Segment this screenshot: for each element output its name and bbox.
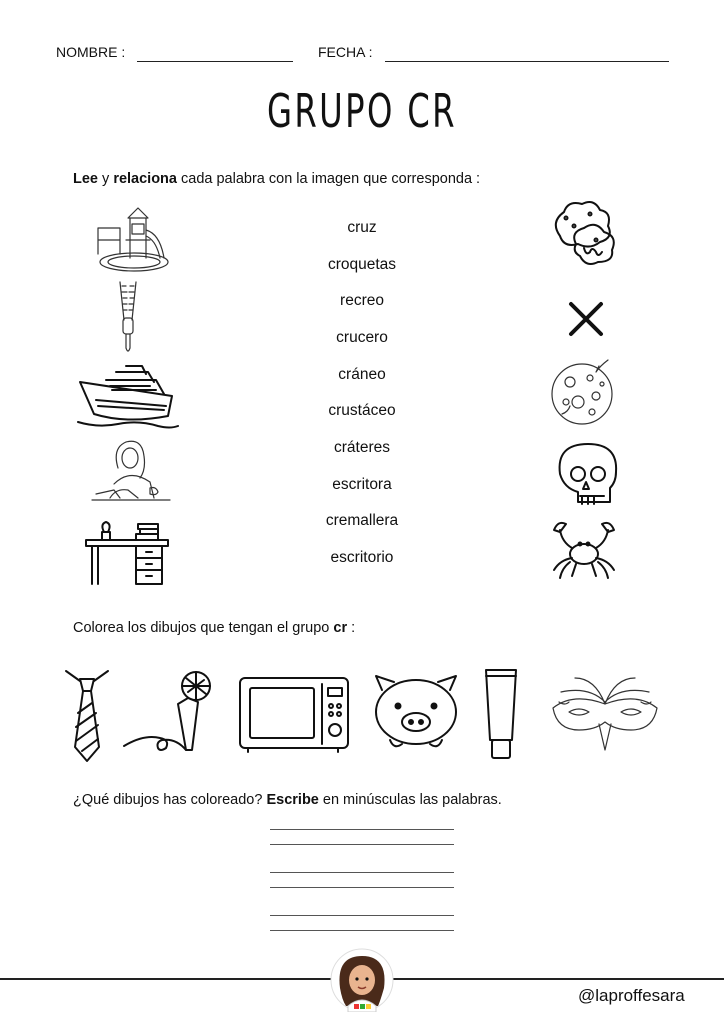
writing-line[interactable] bbox=[270, 915, 454, 916]
instruction-text: cada palabra con la imagen que corresponda : bbox=[176, 171, 481, 187]
date-label: FECHA : bbox=[318, 44, 373, 60]
tie-icon[interactable] bbox=[62, 665, 112, 765]
name-label: NOMBRE : bbox=[56, 44, 126, 60]
moon-craters-icon[interactable] bbox=[548, 356, 620, 428]
instruction-text: ¿Qué dibujos has coloreado? bbox=[73, 792, 267, 808]
instruction-keyword-lee: Lee bbox=[73, 171, 98, 187]
skull-icon[interactable] bbox=[552, 440, 622, 510]
page-title: GRUPO CR bbox=[267, 84, 457, 138]
word-item[interactable]: cremallera bbox=[325, 512, 399, 529]
word-item[interactable]: recreo bbox=[340, 292, 384, 309]
cross-icon[interactable] bbox=[567, 300, 605, 338]
carnival-mask-icon[interactable] bbox=[545, 672, 665, 758]
word-item[interactable]: escritorio bbox=[330, 549, 394, 566]
playground-icon[interactable] bbox=[90, 200, 170, 276]
word-item[interactable]: crustáceo bbox=[328, 402, 396, 419]
writing-line[interactable] bbox=[270, 872, 454, 873]
microphone-icon[interactable] bbox=[120, 664, 220, 760]
croquettes-icon[interactable] bbox=[550, 200, 620, 270]
microwave-icon[interactable] bbox=[238, 676, 350, 754]
word-item[interactable]: escritora bbox=[332, 476, 392, 493]
instruction-text: : bbox=[347, 620, 356, 636]
date-field[interactable] bbox=[385, 61, 669, 62]
pig-icon[interactable] bbox=[368, 670, 464, 756]
instruction-keyword-relaciona: relaciona bbox=[113, 171, 177, 187]
desk-icon[interactable] bbox=[84, 518, 170, 588]
word-item[interactable]: cráneo bbox=[338, 366, 386, 383]
instruction-text: y bbox=[98, 171, 114, 187]
avatar bbox=[330, 948, 394, 1012]
author-handle: @laproffesara bbox=[578, 986, 685, 1005]
instruction-match bbox=[73, 171, 480, 187]
instruction-keyword-cr: cr bbox=[333, 620, 348, 636]
cream-tube-icon[interactable] bbox=[480, 664, 522, 764]
crab-icon[interactable] bbox=[546, 518, 622, 582]
instruction-text: en minúsculas las palabras. bbox=[318, 792, 502, 808]
word-item[interactable]: crucero bbox=[336, 329, 388, 346]
word-item[interactable]: cruz bbox=[347, 219, 377, 236]
word-item[interactable]: croquetas bbox=[327, 256, 397, 273]
name-field[interactable] bbox=[137, 61, 293, 62]
writing-line[interactable] bbox=[270, 887, 454, 888]
instruction-keyword-escribe: Escribe bbox=[266, 792, 319, 808]
instruction-text: Colorea los dibujos que tengan el grupo bbox=[73, 620, 334, 636]
writer-woman-icon[interactable] bbox=[88, 438, 174, 508]
zipper-icon[interactable] bbox=[110, 280, 146, 358]
word-item[interactable]: cráteres bbox=[334, 439, 390, 456]
instruction-color bbox=[73, 620, 355, 636]
cruise-ship-icon[interactable] bbox=[76, 360, 180, 430]
writing-line[interactable] bbox=[270, 829, 454, 830]
instruction-write bbox=[73, 792, 502, 808]
writing-line[interactable] bbox=[270, 930, 454, 931]
writing-line[interactable] bbox=[270, 844, 454, 845]
